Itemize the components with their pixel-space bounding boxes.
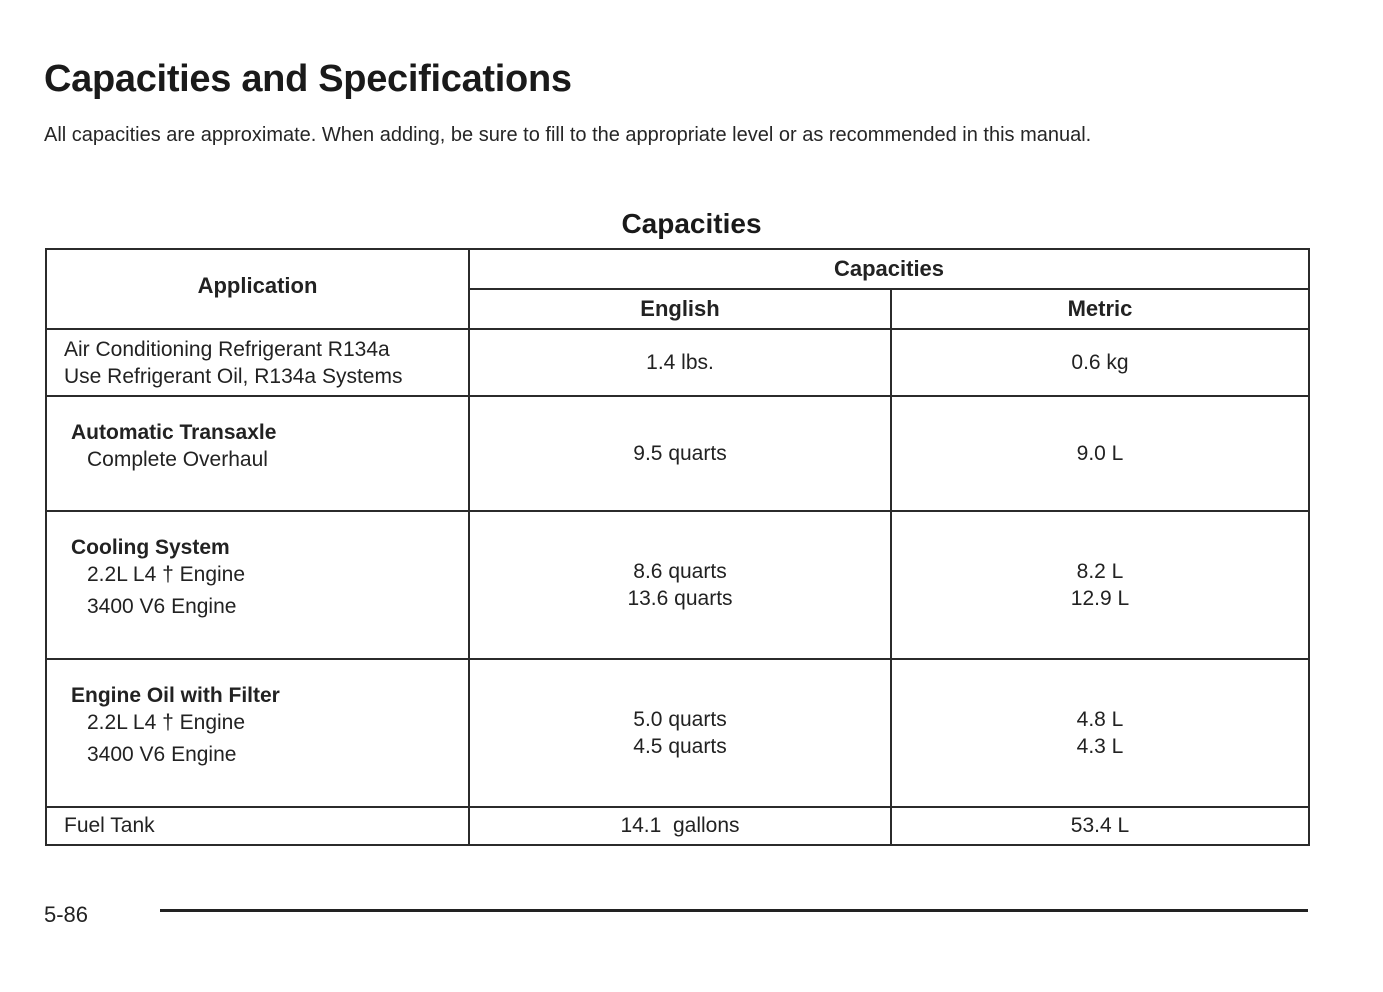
english-cell (469, 511, 891, 659)
header-english: English (469, 289, 891, 329)
page-title: Capacities and Specifications (44, 58, 572, 100)
table-row-automatic-transaxle (46, 396, 1309, 511)
metric-cell (891, 807, 1309, 845)
application-cell (46, 659, 469, 807)
application-line: Use Refrigerant Oil, R134a Systems (64, 364, 403, 388)
sub-item: 3400 V6 Engine (87, 595, 237, 618)
english-cell (469, 396, 891, 511)
application-line: Air Conditioning Refrigerant R134a (64, 337, 390, 361)
application-cell (46, 807, 469, 845)
metric-value: 53.4 L (1070, 813, 1130, 837)
application-line: Fuel Tank (64, 813, 155, 837)
metric-value: 9.0 L (1076, 442, 1124, 465)
english-value: 8.6 quarts (633, 560, 727, 583)
metric-cell (891, 396, 1309, 511)
english-value: 4.5 quarts (633, 735, 727, 758)
table-row-air-conditioning (46, 329, 1309, 396)
page-number: 5-86 (44, 902, 89, 927)
english-cell (469, 329, 891, 396)
metric-cell (891, 511, 1309, 659)
table-row-cooling-system (46, 511, 1309, 659)
group-title: Automatic Transaxle (71, 421, 277, 444)
intro-paragraph: All capacities are approximate. When adding, be sure to fill to the appropriate level or as recommended in this manual. (44, 124, 1092, 146)
english-cell (469, 659, 891, 807)
english-value: 14.1 gallons (620, 813, 740, 837)
metric-value: 4.8 L (1076, 708, 1124, 731)
group-title: Cooling System (71, 536, 230, 559)
application-cell (46, 396, 469, 511)
table-row-fuel-tank (46, 807, 1309, 845)
sub-item: Complete Overhaul (87, 448, 268, 471)
metric-value: 12.9 L (1070, 587, 1130, 610)
capacities-table (45, 248, 1310, 846)
header-capacities: Capacities (469, 249, 1309, 289)
application-cell (46, 329, 469, 396)
metric-cell (891, 659, 1309, 807)
english-value: 13.6 quarts (627, 587, 733, 610)
metric-value: 4.3 L (1076, 735, 1124, 758)
sub-item: 2.2L L4 † Engine (87, 711, 246, 734)
english-value: 1.4 lbs. (646, 351, 714, 374)
english-cell (469, 807, 891, 845)
metric-value: 0.6 kg (1071, 351, 1129, 374)
metric-cell (891, 329, 1309, 396)
english-value: 5.0 quarts (633, 708, 727, 731)
sub-item: 2.2L L4 † Engine (87, 563, 246, 586)
header-metric: Metric (891, 289, 1309, 329)
table-row-engine-oil (46, 659, 1309, 807)
footer-rule (160, 909, 1308, 912)
group-title: Engine Oil with Filter (71, 684, 280, 707)
english-value: 9.5 quarts (633, 442, 727, 465)
metric-value: 8.2 L (1076, 560, 1124, 583)
header-application: Application (46, 249, 469, 329)
application-cell (46, 511, 469, 659)
header-row-top (46, 249, 1309, 289)
table-title: Capacities (621, 208, 762, 239)
sub-item: 3400 V6 Engine (87, 743, 237, 766)
